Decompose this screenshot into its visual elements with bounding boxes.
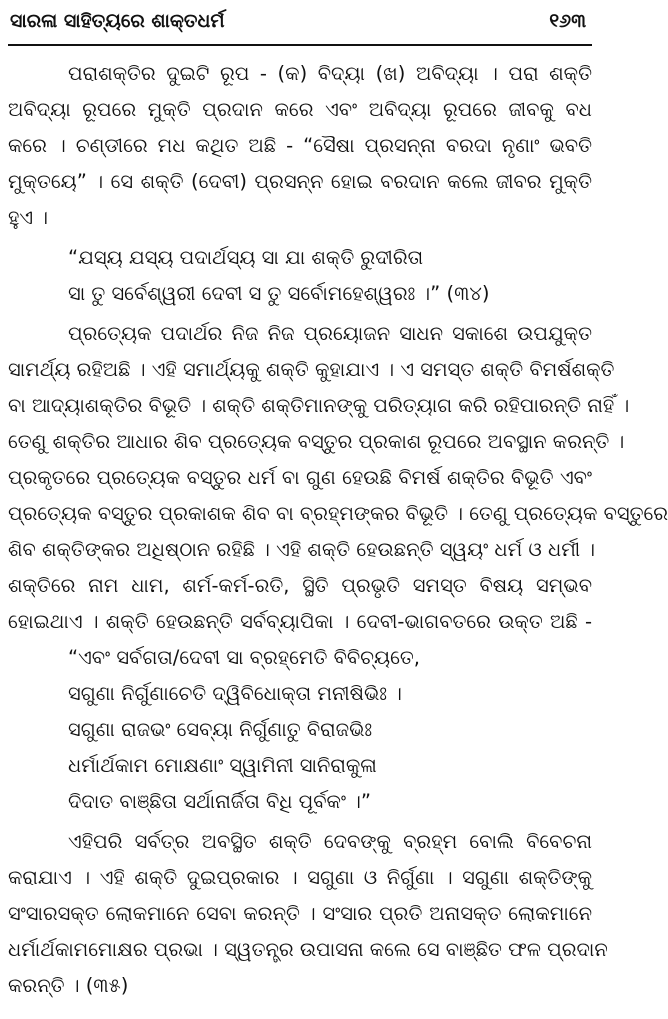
verse-line: ସା ତୁ ସର୍ବେଶ୍ୱରୀ ଦେବୀ ସ ତୁ ସର୍ବୋମହେଶ୍ୱରଃ ।” (୩୪) bbox=[68, 282, 490, 305]
paragraph-line: ତେଣୁ ଶକ୍ତିର ଆଧାର ଶିବ ପ୍ରତ୍ୟେକ ବସ୍ତୁର ପ୍ରକାଶ ରୂପରେ ଅବସ୍ଥାନ କରନ୍ତି । bbox=[8, 430, 625, 453]
paragraph-line: ଶକ୍ତିରେ ନାମ ଧାମ, ଶର୍ମ-କର୍ମ-ରତି, ସ୍ଥିତି ପ୍ରଭୃତି ସମସ୍ତ ବିଷୟ ସମ୍ଭବ bbox=[8, 574, 592, 597]
paragraph-line: ପରାଶକ୍ତିର ଦୁଇଟି ରୂପ - (କ) ବିଦ୍ୟା (ଖ) ଅବିଦ୍ୟା । ପରା ଶକ୍ତି bbox=[68, 62, 592, 85]
paragraph-line: ପ୍ରକୃତରେ ପ୍ରତ୍ୟେକ ବସ୍ତୁର ଧର୍ମ ବା ଗୁଣ ହେଉଛି ବିମର୍ଷ ଶକ୍ତିର ବିଭୂତି ଏବଂ bbox=[8, 466, 592, 489]
paragraph-line: ଶିବ ଶକ୍ତିଙ୍କର ଅଧିଷ୍ଠାନ ରହିଛି । ଏହି ଶକ୍ତି ହେଉଛନ୍ତି ସ୍ୱୟଂ ଧର୍ମ ଓ ଧର୍ମୀ । bbox=[8, 538, 596, 561]
paragraph-line: କରାଯାଏ । ଏହି ଶକ୍ତି ଦୁଇପ୍ରକାର । ସଗୁଣା ଓ ନିର୍ଗୁଣା । ସଗୁଣା ଶକ୍ତିଙ୍କୁ bbox=[8, 866, 592, 889]
paragraph-line: ଏହିପରି ସର୍ବତ୍ର ଅବସ୍ଥିତ ଶକ୍ତି ଦେବଙ୍କୁ ବ୍ରହ୍ମ ବୋଲି ବିବେଚନା bbox=[68, 830, 592, 853]
verse-line: ଧର୍ମାର୍ଥକାମ ମୋକ୍ଷଣାଂ ସ୍ୱାମିନୀ ସାନିରାକୁଳା bbox=[68, 754, 377, 777]
running-title: ସାରଳା ସାହିତ୍ୟରେ ଶାକ୍ତଧର୍ମ bbox=[10, 10, 225, 32]
paragraph-line: ପ୍ରତ୍ୟେକ ବସ୍ତୁର ପ୍ରକାଶକ ଶିବ ବା ବ୍ରହ୍ମଙ୍କର ବିଭୂତି । ତେଣୁ ପ୍ରତ୍ୟେକ ବସ୍ତୁରେ bbox=[8, 502, 668, 525]
paragraph-line: ପ୍ରତ୍ୟେକ ପଦାର୍ଥର ନିଜ ନିଜ ପ୍ରୟୋଜନ ସାଧନ ସକାଶେ ଉପଯୁକ୍ତ bbox=[68, 322, 592, 345]
paragraph-line: କରନ୍ତି । (୩୫) bbox=[8, 974, 129, 997]
paragraph-line: ମୁକ୍ତୟେ” । ସେ ଶକ୍ତି (ଦେବୀ) ପ୍ରସନ୍ନ ହୋଇ ବରଦାନ କଲେ ଜୀବର ମୁକ୍ତି bbox=[8, 170, 592, 193]
verse-line: “ଏବଂ ସର୍ବଗତା/ଦେବୀ ସା ବ୍ରହ୍ମେତି ବିବିଚ୍ୟତେ, bbox=[68, 646, 421, 669]
verse-line: ସଗୁଣା ନିର୍ଗୁଣାଚେତି ଦ୍ୱିବିଧୋକ୍ତା ମନୀଷିଭିଃ । bbox=[68, 682, 402, 705]
paragraph-line: ଅବିଦ୍ୟା ରୂପରେ ମୁକ୍ତି ପ୍ରଦାନ କରେ ଏବଂ ଅବିଦ୍ୟା ରୂପରେ ଜୀବକୁ ବଧ bbox=[8, 98, 592, 121]
paragraph-line: ଧର୍ମାର୍ଥକାମମୋକ୍ଷର ପ୍ରଭା । ସ୍ୱତନ୍ତ୍ର ଉପାସନା କଲେ ସେ ବାଞ୍ଛିତ ଫଳ ପ୍ରଦାନ bbox=[8, 938, 608, 961]
page-number: ୧୬୩ bbox=[549, 10, 586, 32]
paragraph-line: ସାମର୍ଥ୍ୟ ରହିଅଛି । ଏହି ସମାର୍ଥ୍ୟକୁ ଶକ୍ତି କୁହାଯାଏ । ଏ ସମସ୍ତ ଶକ୍ତି ବିମର୍ଷଶକ୍ତି bbox=[8, 358, 615, 381]
header-rule bbox=[8, 44, 592, 46]
paragraph-line: ବା ଆଦ୍ୟାଶକ୍ତିର ବିଭୂତି । ଶକ୍ତି ଶକ୍ତିମାନଙ୍କୁ ପରିତ୍ୟାଗ କରି ରହିପାରନ୍ତି ନାହିଁ । bbox=[8, 394, 630, 417]
verse-line: ସଗୁଣା ରାଜଭଂ ସେବ୍ୟା ନିର୍ଗୁଣାତୁ ବିରାଜଭିଃ bbox=[68, 718, 373, 741]
paragraph-line: ହୁଏ । bbox=[8, 206, 49, 229]
paragraph-line: ହୋଇଥାଏ । ଶକ୍ତି ହେଉଛନ୍ତି ସର୍ବବ୍ୟାପିକା । ଦେବୀ-ଭାଗବତରେ ଉକ୍ତ ଅଛି - bbox=[8, 610, 592, 633]
paragraph-line: ସଂସାରସକ୍ତ ଲୋକମାନେ ସେବା କରନ୍ତି । ସଂସାର ପ୍ରତି ଅନାସକ୍ତ ଲୋକମାନେ bbox=[8, 902, 592, 925]
paragraph-line: କରେ । ଚଣ୍ଡୀରେ ମଧ କଥିତ ଅଛି - “ସୈଷା ପ୍ରସନ୍ନା ବରଦା ନୃଣାଂ ଭବତି bbox=[8, 134, 592, 157]
running-header bbox=[8, 4, 592, 50]
verse-line: “ଯସ୍ୟ ଯସ୍ୟ ପଦାର୍ଥସ୍ୟ ସା ଯା ଶକ୍ତି ରୁଦୀରିତା bbox=[68, 246, 424, 269]
verse-line: ଦିଦାତ ବାଞ୍ଛିତା ସର୍ଥାନାର୍ଜିତା ବିଧି ପୂର୍ବକଂ ।” bbox=[68, 790, 372, 813]
